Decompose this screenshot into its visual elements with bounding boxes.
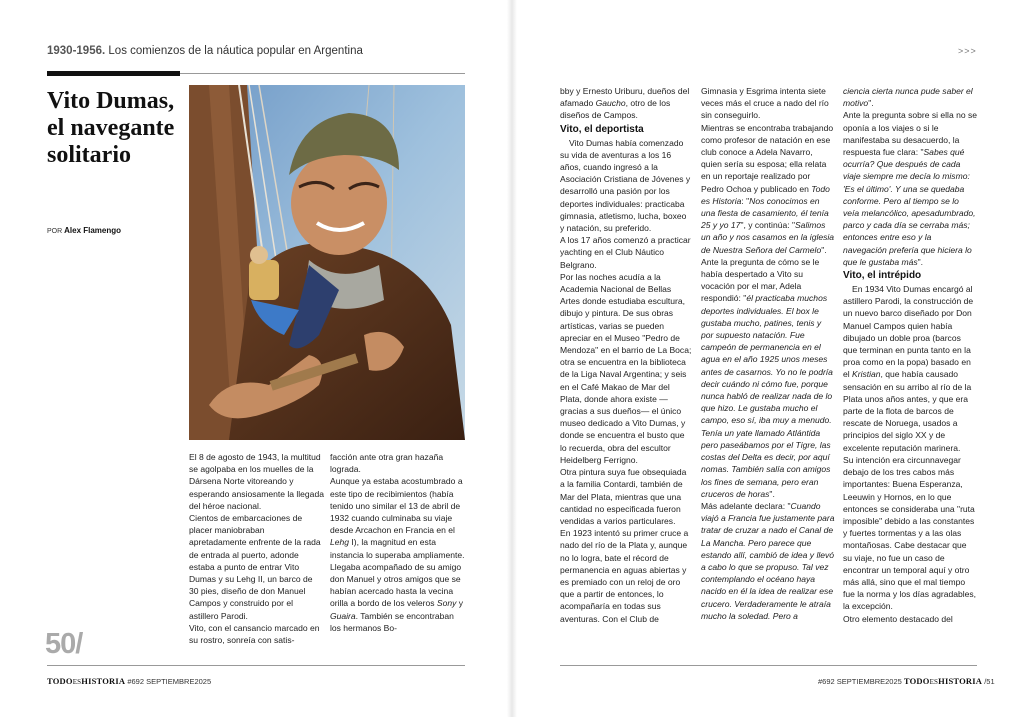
section-years: 1930-1956. bbox=[47, 45, 106, 57]
issue-info: #692 SEPTIEMBRE2025 bbox=[127, 677, 212, 686]
paragraph: El 8 de agosto de 1943, la multitud se agolpaba en los muelles de la Dársena Norte vitoreando y esperando ansiosamente la llegada del héroe nacional. bbox=[189, 452, 324, 511]
page-number-right: /51 bbox=[984, 677, 995, 686]
paragraph: Vito Dumas había comenzado su vida de aventuras a los 16 años, cuando ingresó a la Asociación Cristiana de Jóvenes y desarrolló una pasión por los deportes individuales: practicaba gimnasia, atletismo, lucha, boxeo y natación, su preferido. bbox=[560, 137, 691, 234]
paragraph: Otra pintura suya fue obsequiada a la familia Contardi, también de Mar del Plata, mientras que una cantidad no especificada fueron vendidas a varios particulares. bbox=[560, 467, 687, 526]
footer-right bbox=[818, 676, 995, 686]
issue-info: #692 SEPTIEMBRE2025 bbox=[818, 677, 902, 686]
sailor-portrait-illustration bbox=[189, 85, 465, 440]
text-column-2 bbox=[330, 451, 465, 656]
paragraph: Vito, con el cansancio marcado en su rostro, sonreía con satis- bbox=[189, 622, 320, 646]
paragraph: Más adelante declara: "Cuando viajó a Francia fue justamente para tratar de cruzar a nado el Canal de La Mancha. Pero parece que estando allí, cambió de idea y llevó a cabo lo que se propuso. Tal vez contemplando el océano haya nacido en él la idea de realizar ese crucero. Verdaderamente le atraía mucho la soledad. Pero a bbox=[701, 500, 835, 621]
text-column-3 bbox=[560, 85, 693, 655]
paragraph: A los 17 años comenzó a practicar yachting en el Club Náutico Belgrano. bbox=[560, 235, 691, 270]
footer-rule-right bbox=[560, 665, 977, 666]
paragraph: Aunque ya estaba acostumbrado a este tipo de recibimientos (había tenido uno similar el 13 de abril de 1932 cuando culminaba su viaje desde Arcachon en Francia en el Lehg I), la magnitud en esta instancia lo superaba ampliamente. bbox=[330, 476, 465, 560]
subheading-intrepido: Vito, el intrépido bbox=[843, 270, 922, 282]
section-header bbox=[47, 45, 363, 57]
byline bbox=[47, 226, 121, 235]
vito-dumas-photo bbox=[189, 85, 465, 440]
paragraph: Gimnasia y Esgrima intenta siete veces más el cruce a nado del río sin conseguirlo. bbox=[701, 86, 829, 121]
paragraph: ciencia cierta nunca pude saber el motivo". bbox=[843, 86, 973, 109]
article-title: Vito Dumas, el navegante solitario bbox=[47, 88, 175, 168]
author-name: Alex Flamengo bbox=[64, 226, 122, 235]
page-number-left: 50/ bbox=[45, 628, 83, 660]
page-gutter bbox=[507, 0, 517, 717]
magazine-logo: TODOESHISTORIA bbox=[903, 676, 983, 686]
paragraph: bby y Ernesto Uriburu, dueños del afamado Gaucho, otro de los diseños de Campos. bbox=[560, 86, 690, 121]
section-title: Los comienzos de la náutica popular en Argentina bbox=[108, 45, 363, 57]
header-accent-bar bbox=[47, 71, 180, 76]
paragraph: Cientos de embarcaciones de placer maniobraban apretadamente enfrente de la rada de entrada al puerto, adonde estaba a punto de entrar Vito Dumas y su Lehg II, un barco de 30 pies, diseño de don Manuel Campos y construido por el astillero Parodi. bbox=[189, 513, 321, 621]
magazine-logo: TODOESHISTORIA bbox=[47, 676, 126, 686]
paragraph: Llegaba acompañado de su amigo don Manuel y otros amigos que se habían acercado hasta la vecina orilla a bordo de los veleros Sony y Guaira. También se encontraban los hermanos Bo- bbox=[330, 561, 464, 633]
text-column-5 bbox=[843, 85, 977, 655]
paragraph: Mientras se encontraba trabajando como profesor de natación en ese club conoce a Adela Navarro, quien sería su esposa; ella relata en un reportaje realizado por Pedro Ochoa y publicado en Todo es Historia: "Nos conocimos en una fiesta de casamiento, él tenía 25 y yo 17", y continúa: "Salimos un año y nos casamos en la iglesia de Nuestra Señora del Carmelo". bbox=[701, 122, 835, 255]
paragraph: En 1923 intentó su primer cruce a nado del río de la Plata y, aunque no lo logra, bate el récord de permanencia en aguas abiertas y es premiado con un reloj de oro que a partir de entonces, lo acompañaría en todas sus aventuras. Con el Club de bbox=[560, 528, 689, 624]
continue-arrows: >>> bbox=[958, 46, 977, 56]
paragraph: Ante la pregunta de cómo se le había despertado a Vito su vocación por el mar, Adela respondió: "él practicaba muchos deportes individuales. El box le gustaba mucho, patines, tenis y por supuesto natación. Fue campeón de permanencia en el agua en el año 1925 unos meses antes de casarnos. Yo no le podría decir cuándo ni cómo fue, porque nunca habló de realizar nada de lo que hizo. Le gustaba mucho el campo, eso sí, iba muy a menudo. Tenía un yate llamado Atlántida pero paseábamos por el Tigre, las costas del Delta es decir, por aquí nomas. También salía con amigos los fines de semana, pero eran cruceros de horas". bbox=[701, 256, 833, 499]
paragraph: facción ante otra gran hazaña lograda. bbox=[330, 452, 444, 475]
footer-left bbox=[47, 676, 211, 686]
paragraph: Su intención era circunnavegar debajo de los tres cabos más importantes: Buena Esperanza, Leeuwin y Hornos, en lo que entonces se consideraba una "ruta imposible" debido a las constantes y fuertes tormentas y a las olas montañosas. Cabe destacar que su viaje, no fue un caso de encontrar un temporal aquí y otro más allá, sino que el mal tiempo fue la norma y los días agradables, la excepción. bbox=[843, 454, 977, 612]
text-column-4 bbox=[701, 85, 835, 655]
paragraph: Por las noches acudía a la Academia Nacional de Bellas Artes donde estudiaba escultura, dibujo y pintura. De sus obras artísticas, varias se pueden apreciar en el Museo "Pedro de Mendoza" en el barrio de La Boca; otra se encuentra en la biblioteca de la Liga Naval Argentina; y seis en el Café Makao de Mar del Plata, donde ahora existe —gracias a sus dueños— el único museo dedicado a Vito Dumas, y donde se encuentra el busto que lo recuerda, obra del escultor Heidelberg Ferrigno. bbox=[560, 271, 692, 465]
text-column-1 bbox=[189, 451, 324, 656]
subheading-deportista: Vito, el deportista bbox=[560, 123, 644, 135]
footer-rule-left bbox=[47, 665, 465, 666]
byline-prefix: POR bbox=[47, 228, 63, 235]
paragraph: Ante la pregunta sobre si ella no se oponía a los viajes o si le manifestaba su desacuerdo, la respuesta fue clara: "Sabes qué ocurría? Que después de cada viaje siempre me decía lo mismo: 'Es el último'. Y una se quedaba conforme. Pero al tiempo se lo veía melancólico, apesadumbrado, parco y cada día se cerraba más; entonces entre eso y la navegación prefería que hiciera lo que le gustaba más". bbox=[843, 110, 977, 267]
paragraph: En 1934 Vito Dumas encargó al astillero Parodi, la construcción de un nuevo barco diseñado por Don Manuel Campos quien había dibujado un doble proa (barcos que terminan en punta tanto en la proa como en la popa) basado en el Kristian, que había causado sensación en su arribo al río de la Plata unos años antes, y que era parte de la flota de barcos de rescate de Noruega, usados a principios del siglo XX y de excelente reputación marinera. bbox=[843, 284, 974, 453]
paragraph: Otro elemento destacado del bbox=[843, 613, 953, 624]
